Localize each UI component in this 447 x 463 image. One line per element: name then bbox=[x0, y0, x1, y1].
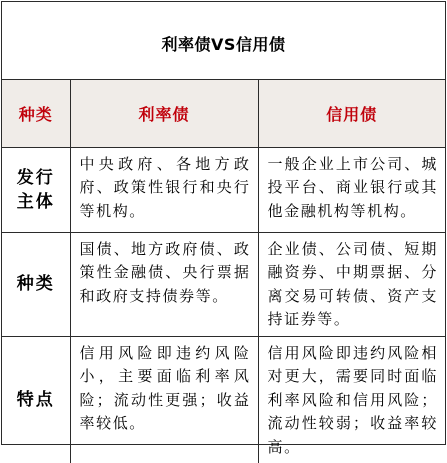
row-label-issuer bbox=[2, 147, 70, 232]
header-credit-bond: 信用债 bbox=[258, 79, 445, 147]
header-rate-bond: 利率债 bbox=[70, 79, 258, 147]
rate-bond-features-cell: 信用风险即违约风险小，主要面临利率风险；流动性更强；收益率较低。 bbox=[70, 336, 258, 463]
table-row-features bbox=[2, 336, 445, 463]
row-label-line: 特点 bbox=[16, 389, 55, 410]
rate-bond-types-cell: 国债、地方政府债、政策性金融债、央行票据和政府支持债券等。 bbox=[70, 232, 258, 336]
table-title: 利率债VS信用债 bbox=[2, 2, 445, 79]
header-category: 种类 bbox=[2, 79, 70, 147]
credit-bond-features-cell: 信用风险即违约风险相对更大，需要同时面临利率风险和信用风险；流动性较弱；收益率较高。 bbox=[258, 336, 445, 463]
rate-bond-issuer-cell: 中央政府、各地方政府、政策性银行和央行等机构。 bbox=[70, 147, 258, 232]
table-row-types bbox=[2, 232, 445, 336]
table-row-issuer bbox=[2, 147, 445, 232]
comparison-table bbox=[2, 2, 445, 463]
row-label-line: 主体 bbox=[16, 191, 55, 212]
credit-bond-issuer-cell: 一般企业上市公司、城投平台、商业银行或其他金融机构等机构。 bbox=[258, 147, 445, 232]
row-label-types bbox=[2, 232, 70, 336]
row-label-features bbox=[2, 336, 70, 463]
credit-bond-types-cell: 企业债、公司债、短期融资券、中期票据、分离交易可转债、资产支持证券等。 bbox=[258, 232, 445, 336]
header-row bbox=[2, 79, 445, 147]
comparison-table-frame bbox=[1, 1, 446, 456]
row-label-line: 种类 bbox=[16, 274, 55, 294]
row-label-line: 发行 bbox=[16, 167, 55, 188]
title-row bbox=[2, 2, 445, 79]
